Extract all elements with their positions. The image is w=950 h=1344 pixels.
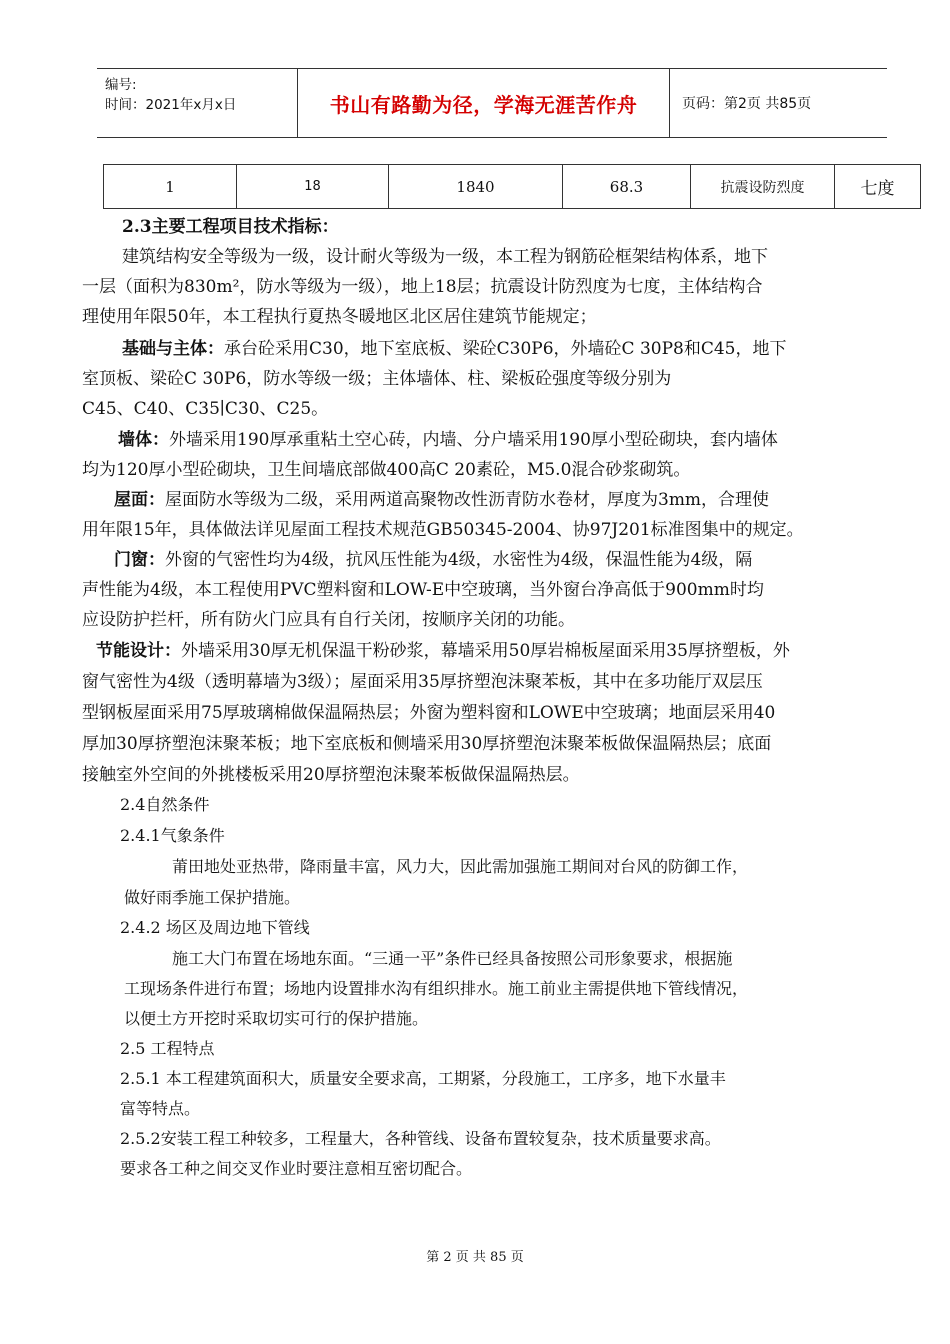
section-title: 2.5 工程特点 [120,1039,215,1058]
header-meta [97,69,298,137]
paragraph-line: 用年限15年，具体做法详见屋面工程技术规范GB50345-2004、协97J201标准图集中的规定。 [82,520,804,540]
paragraph-line [114,545,752,575]
energy-label: 节能设计： [96,641,181,661]
table-cell: 68.3 [563,165,691,209]
paragraph-line: C45、C40、C35∣C30、C25。 [82,399,329,419]
table-cell: 七度 [835,165,921,209]
section-2-3-title: 2.3主要工程项目技术指标： [122,217,339,237]
paragraph-line: 要求各工种之间交叉作业时要注意相互密切配合。 [120,1159,473,1178]
window-label: 门窗： [114,550,165,570]
paragraph-line [96,636,790,666]
paragraph-line: 一层（面积为830m²，防水等级为一级），地上18层；抗震设计防烈度为七度，主体结构合 [82,277,763,297]
paragraph-line: 建筑结构安全等级为一级，设计耐火等级为一级，本工程为钢筋砼框架结构体系，地下 [122,247,768,267]
page-footer: 第 2 页 共 85 页 [426,1250,524,1265]
paragraph-line: 2.5.1 本工程建筑面积大，质量安全要求高，工期紧，分段施工，工序多，地下水量丰 [120,1069,726,1088]
section-title: 2.4自然条件 [120,795,210,814]
paragraph-line: 富等特点。 [120,1099,201,1118]
paragraph-line: 做好雨季施工保护措施。 [124,888,301,907]
paragraph-line: 接触室外空间的外挑楼板采用20厚挤塑泡沫聚苯板做保温隔热层。 [82,765,580,785]
table-row [104,165,921,209]
motto: 书山有路勤为径，学海无涯苦作舟 [298,69,670,137]
subsection-title: 2.4.2 场区及周边地下管线 [120,918,310,937]
window-text: 外窗的气密性均为4级，抗风压性能为4级，水密性为4级，保温性能为4级，隔 [165,550,753,570]
paragraph-line: 工现场条件进行布置；场地内设置排水沟有组织排水。施工前业主需提供地下管线情况， [124,979,749,998]
table-cell: 1 [104,165,237,209]
paragraph-line: 施工大门布置在场地东面。“三通一平”条件已经具备按照公司形象要求，根据施 [172,949,733,968]
table-cell: 18 [237,165,389,209]
energy-text: 外墙采用30厚无机保温干粉砂浆，幕墙采用50厚岩棉板屋面采用35厚挤塑板，外 [181,641,790,661]
paragraph-line: 2.5.2安装工程工种较多，工程量大，各种管线、设备布置较复杂，技术质量要求高。 [120,1129,721,1148]
paragraph-line: 莆田地处亚热带，降雨量丰富，风力大，因此需加强施工期间对台风的防御工作， [172,857,749,876]
paragraph-line: 厚加30厚挤塑泡沫聚苯板；地下室底板和侧墙采用30厚挤塑泡沫聚苯板做保温隔热层；底面 [82,734,772,754]
paragraph-line: 以便土方开挖时采取切实可行的保护措施。 [124,1009,429,1028]
paragraph-line: 均为120厚小型砼砌块，卫生间墙底部做400高C 20素砼，M5.0混合砂浆砌筑。 [82,460,691,480]
subsection-title: 2.4.1气象条件 [120,826,225,845]
paragraph-line: 窗气密性为4级（透明幕墙为3级）；屋面采用35厚挤塑泡沫聚苯板，其中在多功能厅双层压 [82,672,763,692]
paragraph-line: 室顶板、梁砼C 30P6，防水等级一级；主体墙体、柱、梁板砼强度等级分别为 [82,369,672,389]
page-header [97,68,887,138]
page-label: 页码：第2页 共85页 [682,96,812,112]
data-table [103,164,921,209]
paragraph-line: 声性能为4级，本工程使用PVC塑料窗和LOW-E中空玻璃，当外窗台净高低于900mm时均 [82,580,764,600]
time-label: 时间：2021年x月x日 [105,97,237,113]
section-title [122,212,339,242]
wall-text: 外墙采用190厚承重粘土空心砖，内墙、分户墙采用190厚小型砼砌块，套内墙体 [169,430,778,450]
number-label: 编号: [105,77,137,93]
table-cell: 1840 [389,165,563,209]
paragraph-line [122,334,786,364]
table-cell: 抗震设防烈度 [691,165,835,209]
paragraph-line: 应设防护拦杆，所有防火门应具有自行关闭，按顺序关闭的功能。 [82,610,575,630]
roof-label: 屋面： [114,490,165,510]
paragraph-line [114,485,769,515]
wall-label: 墙体： [118,430,169,450]
paragraph-line: 型钢板屋面采用75厚玻璃棉做保温隔热层；外窗为塑料窗和LOWE中空玻璃；地面层采用40 [82,703,776,723]
paragraph-line [118,425,778,455]
foundation-text: 承台砼采用C30，地下室底板、梁砼C30P6，外墙砼C 30P8和C45，地下 [224,339,787,359]
roof-text: 屋面防水等级为二级，采用两道高聚物改性沥青防水卷材，厚度为3mm，合理使 [165,490,770,510]
foundation-label: 基础与主体： [122,339,224,359]
paragraph-line: 理使用年限50年，本工程执行夏热冬暖地区北区居住建筑节能规定； [82,307,597,327]
